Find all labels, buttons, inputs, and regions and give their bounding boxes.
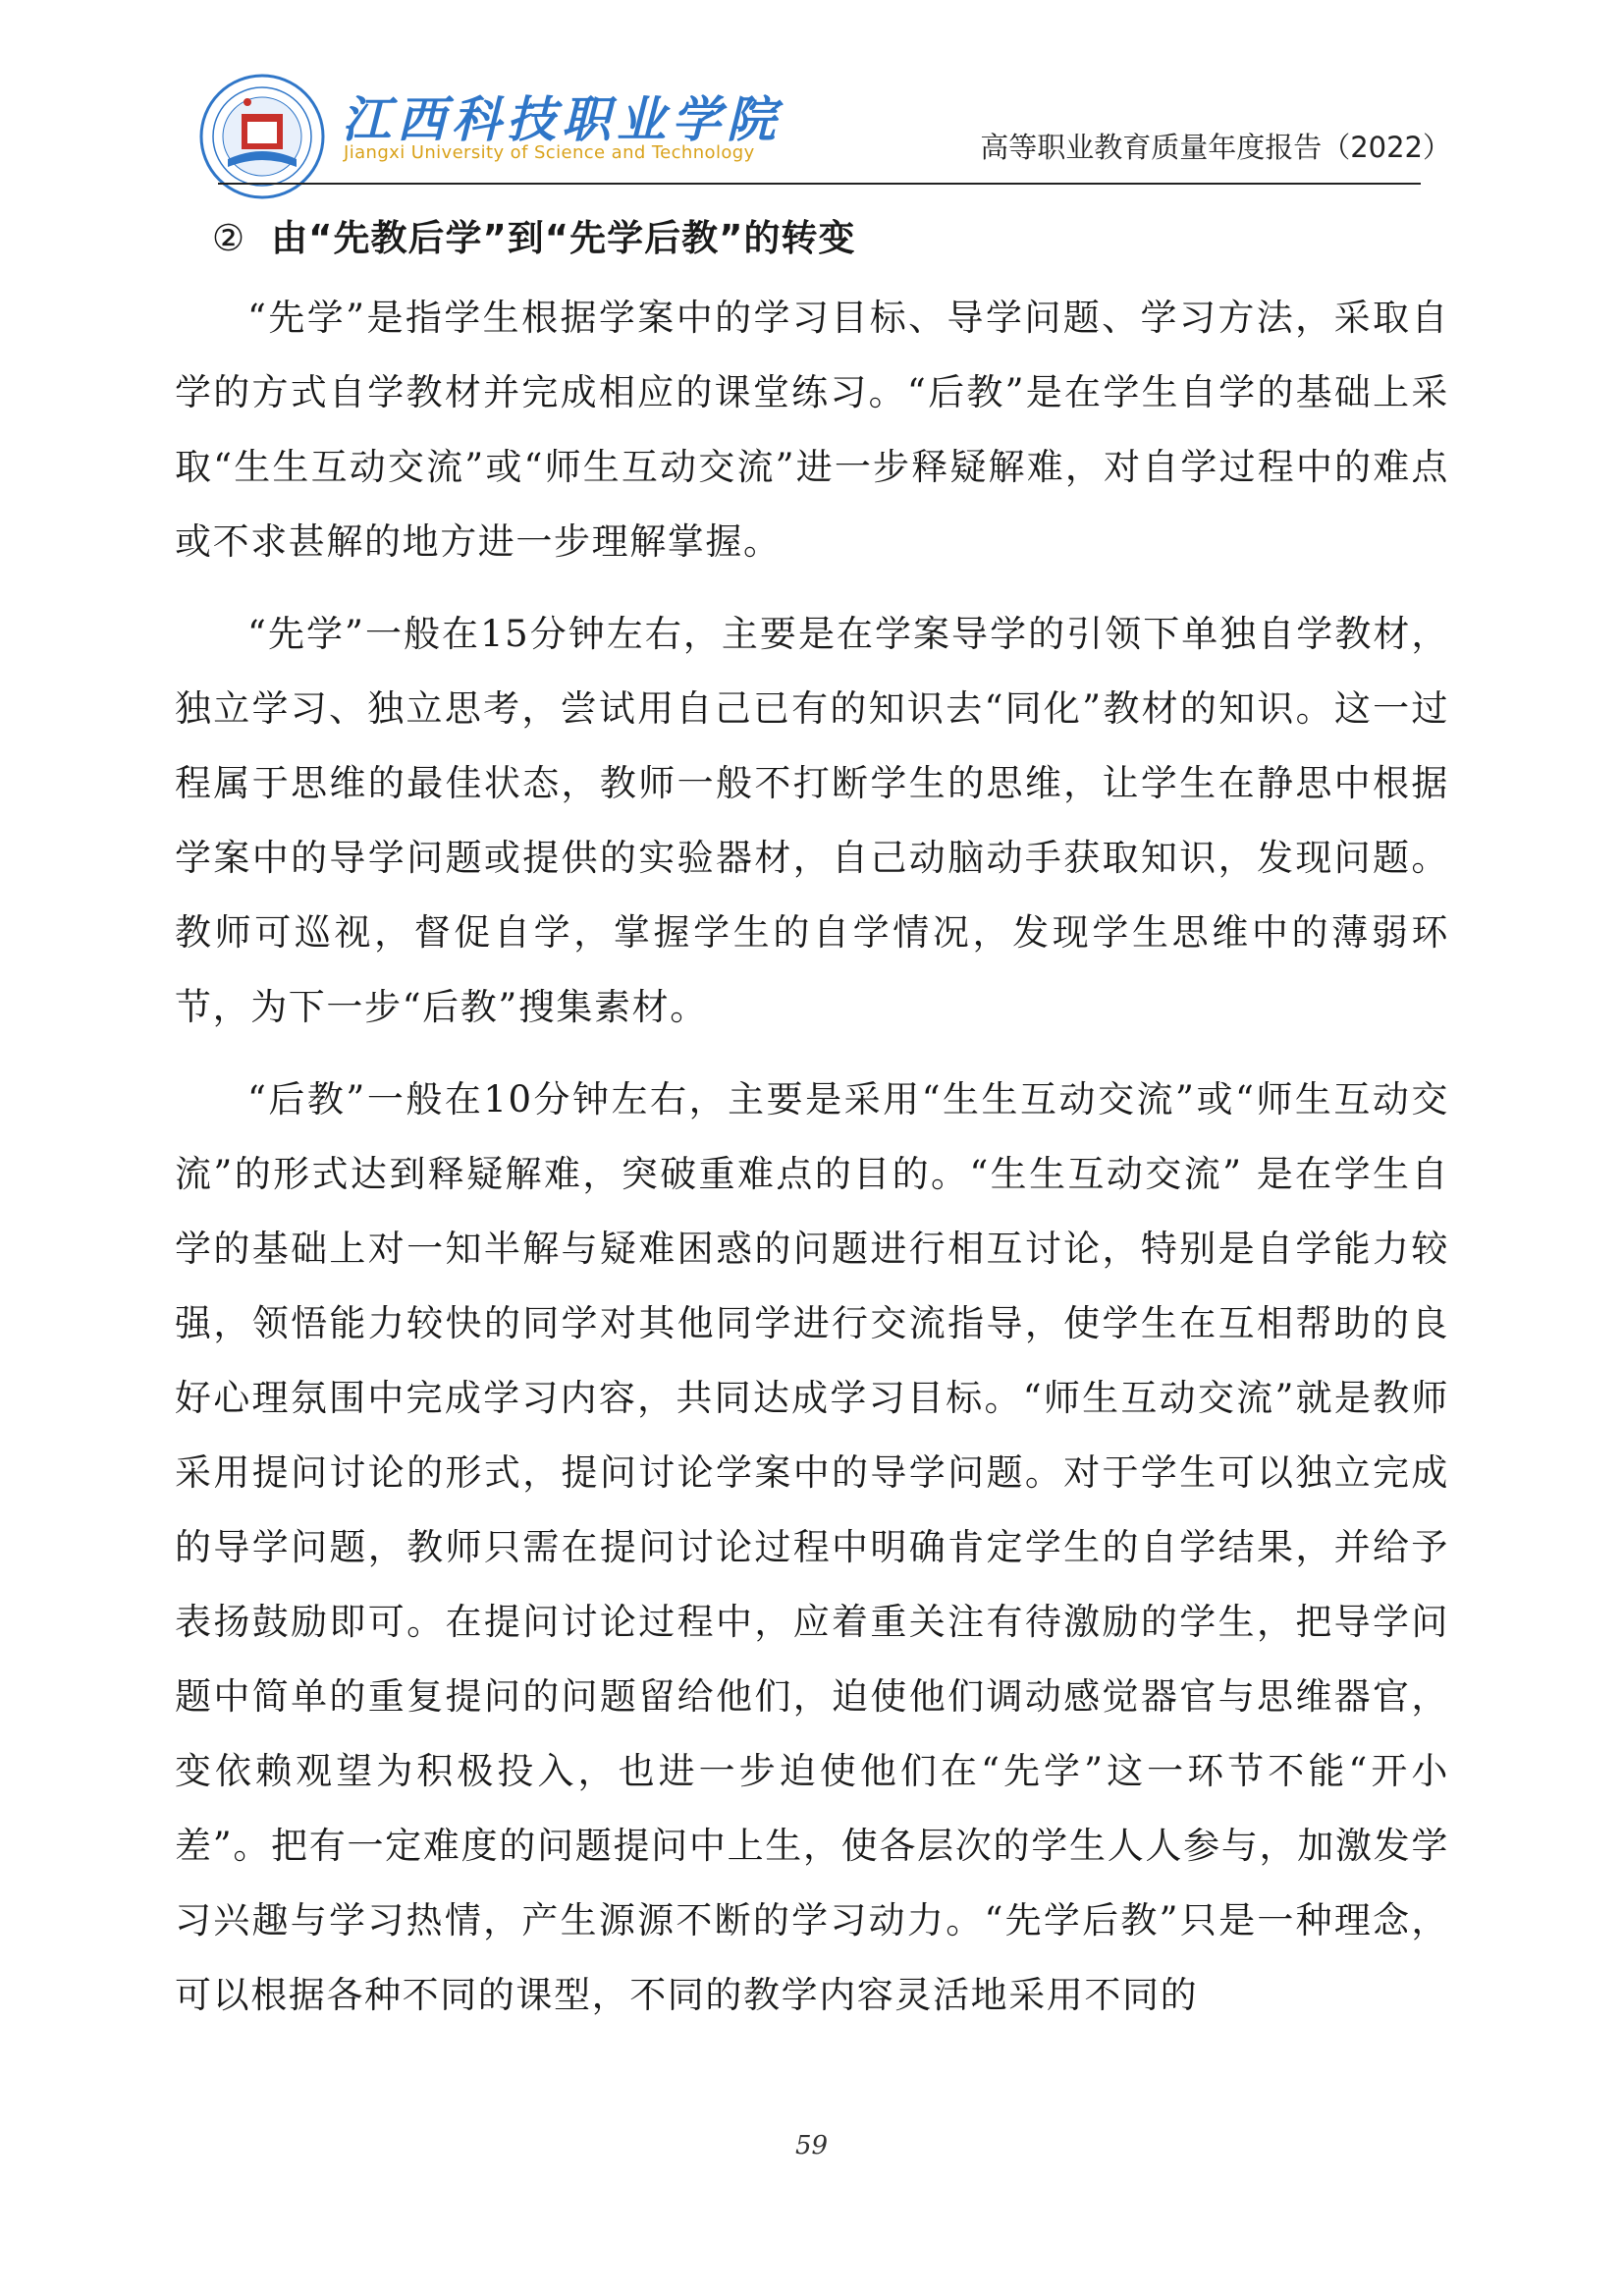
page-body (175, 206, 1449, 2050)
school-name-chinese: 江西科技职业学院 (342, 91, 782, 148)
school-name-english: Jiangxi University of Science and Technology (344, 142, 755, 163)
header-divider (218, 183, 1421, 185)
page-number: 59 (794, 2131, 829, 2160)
paragraph: “先学”是指学生根据学案中的学习目标、导学问题、学习方法，采取自学的方式自学教材并完成相应的课堂练习。“后教”是在学生自学的基础上采取“生生互动交流”或“师生互动交流”进一步释疑解难，对自学过程中的难点或不求甚解的地方进一步理解掌握。 (175, 297, 1449, 563)
paragraph: “先学”一般在15分钟左右，主要是在学案导学的引领下单独自学教材，独立学习、独立思考，尝试用自己已有的知识去“同化”教材的知识。这一过程属于思维的最佳状态，教师一般不打断学生的思维，让学生在静思中根据学案中的导学问题或提供的实验器材，自己动脑动手获取知识，发现问题。教师可巡视，督促自学，掌握学生的自学情况，发现学生思维中的薄弱环节，为下一步“后教”搜集素材。 (175, 613, 1449, 1028)
paragraph: “后教”一般在10分钟左右，主要是采用“生生互动交流”或“师生互动交流”的形式达到释疑解难，突破重难点的目的。“生生互动交流” 是在学生自学的基础上对一知半解与疑难困惑的问题进行相互讨论，特别是自学能力较强，领悟能力较快的同学对其他同学进行交流指导，使学生在互相帮助的良好心理氛围中完成学习内容，共同达成学习目标。“师生互动交流”就是教师采用提问讨论的形式，提问讨论学案中的导学问题。对于学生可以独立完成的导学问题，教师只需在提问讨论过程中明确肯定学生的自学结果，并给予表扬鼓励即可。在提问讨论过程中，应着重关注有待激励的学生，把导学问题中简单的重复提问的问题留给他们，迫使他们调动感觉器官与思维器官，变依赖观望为积极投入，也进一步迫使他们在“先学”这一环节不能“开小差”。把有一定难度的问题提问中上生，使各层次的学生人人参与，加激发学习兴趣与学习热情，产生源源不断的学习动力。“先学后教”只是一种理念，可以根据各种不同的课型，不同的教学内容灵活地采用不同的 (175, 1078, 1449, 2016)
page-header (0, 0, 1623, 196)
section-heading (212, 206, 1449, 271)
university-seal-icon (198, 73, 326, 200)
section-marker: ② (212, 217, 246, 259)
report-title: 高等职业教育质量年度报告（2022） (980, 131, 1451, 164)
section-title: 由“先教后学”到“先学后教”的转变 (271, 217, 856, 259)
